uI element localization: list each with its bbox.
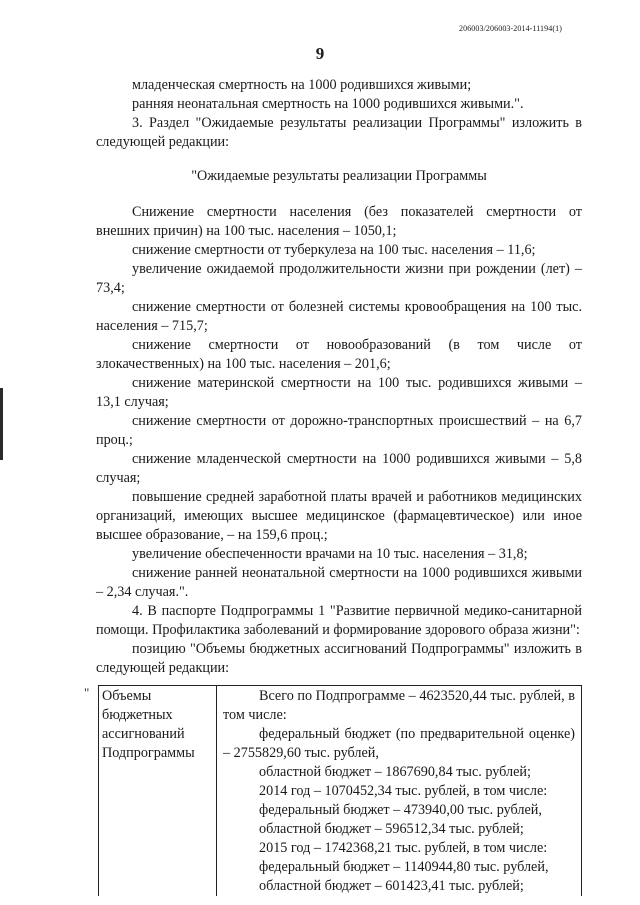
text-line: младенческая смертность на 1000 родившихся живыми; bbox=[132, 77, 472, 93]
result-item: снижение смертности от новообразований (в том числе от злокачественных) на 100 тыс. населения – 201,6; bbox=[96, 337, 582, 372]
budget-line: 2014 год – 1070452,34 тыс. рублей, в том числе: bbox=[259, 783, 548, 799]
page-body bbox=[84, 76, 582, 896]
text-line: ранняя неонатальная смертность на 1000 родившихся живыми.". bbox=[132, 96, 524, 112]
result-item: увеличение обеспеченности врачами на 10 тыс. населения – 31,8; bbox=[132, 546, 528, 562]
budget-line: федеральный бюджет – 473940,00 тыс. рублей, bbox=[259, 802, 542, 818]
result-item: снижение младенческой смертности на 1000 родившихся живыми – 5,8 случая; bbox=[96, 451, 582, 486]
budget-line: федеральный бюджет (по предварительной оценке) – 2755829,60 тыс. рублей, bbox=[223, 726, 575, 761]
result-item: увеличение ожидаемой продолжительности жизни при рождении (лет) – 73,4; bbox=[96, 261, 582, 296]
margin-mark bbox=[0, 388, 3, 460]
budget-line: федеральный бюджет – 1140944,80 тыс. рублей, bbox=[259, 859, 549, 875]
budget-line: областной бюджет – 596512,34 тыс. рублей; bbox=[259, 821, 524, 837]
result-item: снижение ранней неонатальной смертности на 1000 родившихся живыми – 2,34 случая.". bbox=[96, 565, 582, 600]
table-value-cell bbox=[217, 686, 582, 897]
result-item: снижение смертности от туберкулеза на 100 тыс. населения – 11,6; bbox=[132, 242, 536, 258]
result-item: повышение средней заработной платы врачей и работников медицинских организаций, имеющих высшее медицинское (фармацевтическое) или иное высшее образование, – на 159,6 проц.; bbox=[96, 489, 582, 543]
item-3-paragraph: 3. Раздел "Ожидаемые результаты реализации Программы" изложить в следующей редакции: bbox=[96, 115, 582, 150]
page-number: 9 bbox=[315, 44, 325, 63]
table-label-cell: Объемы бюджетных ассигнований Подпрограммы bbox=[99, 686, 217, 897]
open-quote: " bbox=[84, 684, 90, 700]
section-title: "Ожидаемые результаты реализации Программы bbox=[191, 168, 487, 184]
result-item: Снижение смертности населения (без показателей смертности от внешних причин) на 100 тыс. населения – 1050,1; bbox=[96, 204, 582, 239]
item-4-paragraph: 4. В паспорте Подпрограммы 1 "Развитие первичной медико-санитарной помощи. Профилактика заболеваний и формирование здорового образа жизни": bbox=[96, 603, 582, 638]
budget-line: областной бюджет – 1867690,84 тыс. рублей; bbox=[259, 764, 531, 780]
result-item: снижение материнской смертности на 100 тыс. родившихся живыми – 13,1 случая; bbox=[96, 375, 582, 410]
budget-line: 2015 год – 1742368,21 тыс. рублей, в том числе: bbox=[259, 840, 548, 856]
budget-line: областной бюджет – 601423,41 тыс. рублей; bbox=[259, 878, 524, 894]
position-paragraph: позицию "Объемы бюджетных ассигнований Подпрограммы" изложить в следующей редакции: bbox=[96, 641, 582, 676]
result-item: снижение смертности от дорожно-транспортных происшествий – на 6,7 проц.; bbox=[96, 413, 582, 448]
budget-line: Всего по Подпрограмме – 4623520,44 тыс. рублей, в том числе: bbox=[223, 688, 575, 723]
document-id: 206003/206003-2014-11194(1) bbox=[459, 24, 562, 33]
budget-table bbox=[84, 685, 582, 896]
table-row bbox=[84, 686, 582, 897]
result-item: снижение смертности от болезней системы кровообращения на 100 тыс. населения – 715,7; bbox=[96, 299, 582, 334]
